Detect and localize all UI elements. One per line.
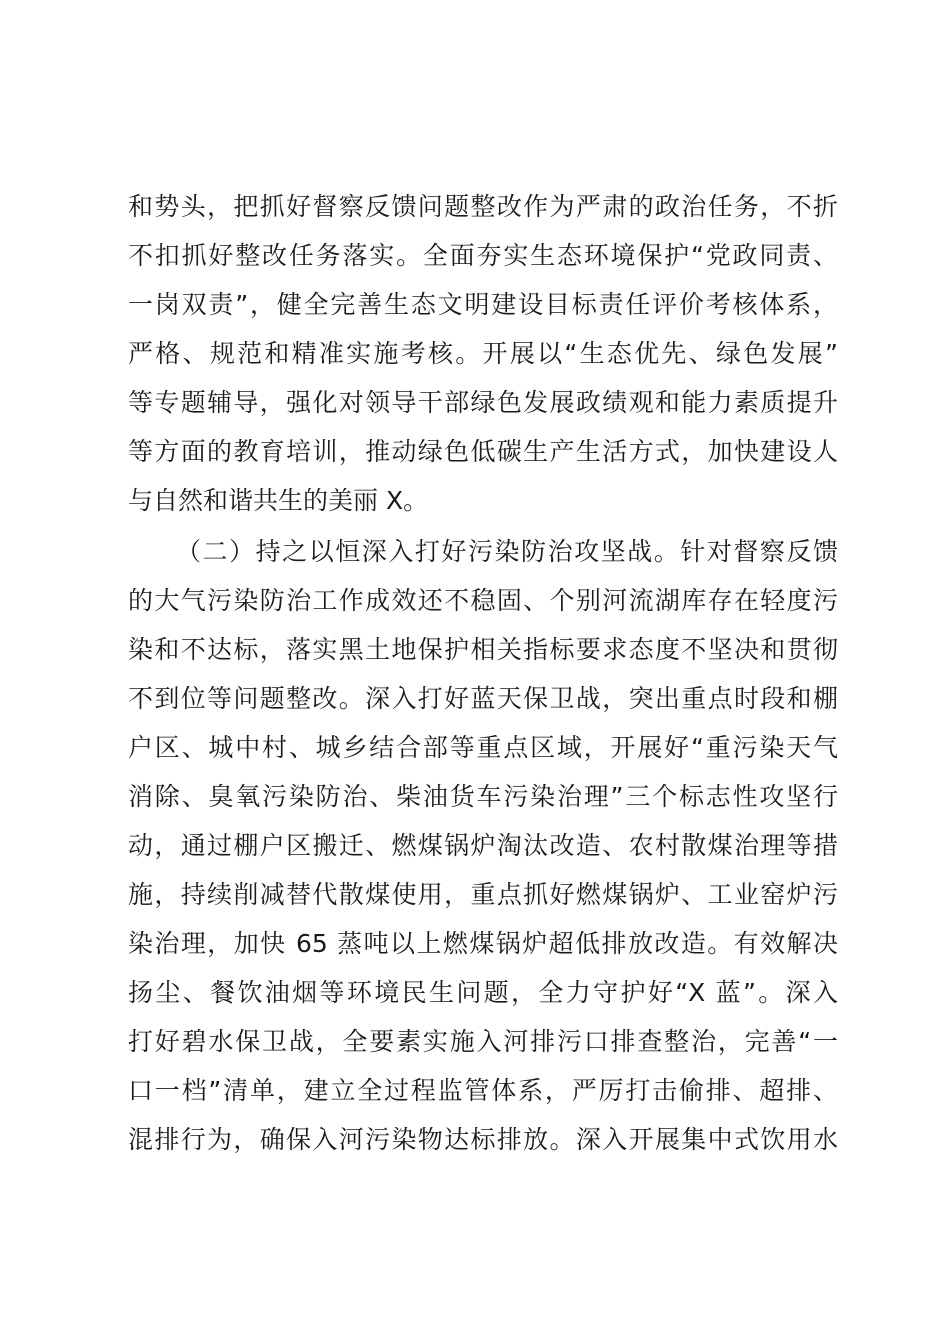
paragraph-1-line: 等方面的教育培训，推动绿色低碳生产生活方式，加快建设人	[128, 437, 838, 466]
paragraph-2-line: 不到位等问题整改。深入打好蓝天保卫战，突出重点时段和棚	[128, 684, 838, 713]
paragraph-2-line: 口一档”清单，建立全过程监管体系，严厉打击偷排、超排、	[128, 1076, 838, 1105]
paragraph-2-line: 染治理，加快 65 蒸吨以上燃煤锅炉超低排放改造。有效解决	[128, 929, 838, 958]
paragraph-2-line	[128, 1164, 838, 1213]
paragraph-2-line: 的大气污染防治工作成效还不稳固、个别河流湖库存在轻度污	[128, 586, 838, 615]
paragraph-2	[128, 527, 838, 1213]
paragraph-1-line: 严格、规范和精准实施考核。开展以“生态优先、绿色发展”	[128, 339, 838, 368]
paragraph-2-line: 动，通过棚户区搬迁、燃煤锅炉淘汰改造、农村散煤治理等措	[128, 831, 838, 860]
paragraph-2-line: 混排行为，确保入河污染物达标排放。深入开展集中式饮用水	[128, 1125, 838, 1154]
paragraph-1-line: 和势头，把抓好督察反馈问题整改作为严肃的政治任务，不折	[128, 192, 838, 221]
paragraph-1	[128, 182, 838, 525]
paragraph-2-line: 染和不达标，落实黑土地保护相关指标要求态度不坚决和贯彻	[128, 635, 838, 664]
paragraph-1-line: 一岗双责”，健全完善生态文明建设目标责任评价考核体系，	[128, 290, 838, 319]
paragraph-2-heading-line: （二）持之以恒深入打好污染防治攻坚战。针对督察反馈	[176, 537, 838, 566]
paragraph-1-line: 不扣抓好整改任务落实。全面夯实生态环境保护“党政同责、	[128, 241, 838, 270]
paragraph-2-line: 施，持续削减替代散煤使用，重点抓好燃煤锅炉、工业窑炉污	[128, 880, 838, 909]
paragraph-2-line: 扬尘、餐饮油烟等环境民生问题，全力守护好“X 蓝”。深入	[128, 978, 838, 1007]
paragraph-2-line: 打好碧水保卫战，全要素实施入河排污口排查整治，完善“一	[128, 1027, 838, 1056]
paragraph-1-line: 与自然和谐共生的美丽 X。	[128, 486, 429, 515]
paragraph-2-line: 户区、城中村、城乡结合部等重点区域，开展好“重污染天气	[128, 733, 838, 762]
paragraph-2-line: 消除、臭氧污染防治、柴油货车污染治理”三个标志性攻坚行	[128, 782, 838, 811]
paragraph-1-line: 等专题辅导，强化对领导干部绿色发展政绩观和能力素质提升	[128, 388, 838, 417]
